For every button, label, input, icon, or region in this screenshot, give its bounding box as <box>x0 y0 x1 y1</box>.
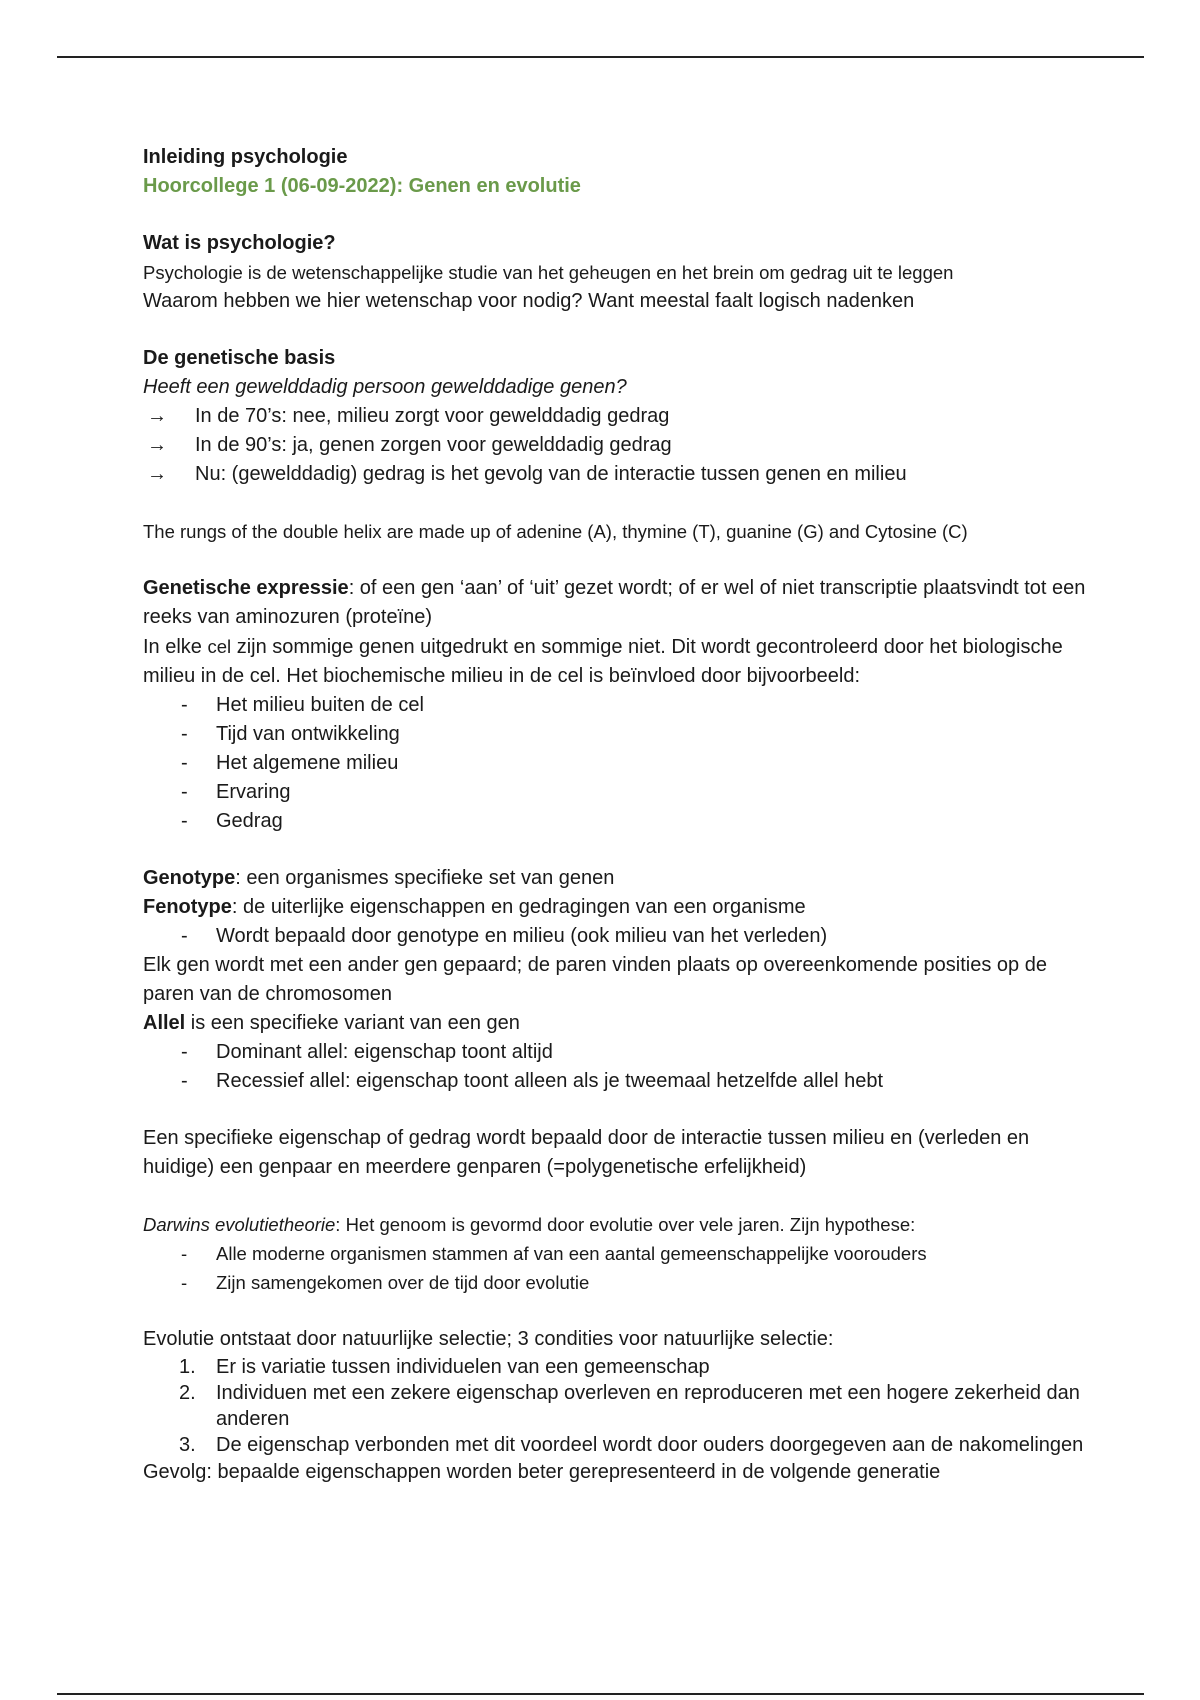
list-item: - Het algemene milieu <box>143 749 1103 778</box>
paragraph-why-science: Waarom hebben we hier wetenschap voor nodig? Want meestal faalt logisch nadenken <box>143 290 915 312</box>
dash-bullet: - <box>181 1041 188 1063</box>
paragraph-darwin: Darwins evolutietheorie: Het genoom is gevormd door evolutie over vele jaren. Zijn hypothese: <box>143 1214 916 1235</box>
document-title: Inleiding psychologie <box>143 146 348 168</box>
arrow-list-item: → Nu: (gewelddadig) gedrag is het gevolg van de interactie tussen genen en milieu <box>143 460 1103 489</box>
list-item: - Alle moderne organismen stammen af van een aantal gemeenschappelijke voorouders <box>143 1239 1103 1268</box>
arrow-right-icon: → <box>147 463 167 485</box>
selection-conditions-list <box>143 1354 1103 1458</box>
section-heading-psychology: Wat is psychologie? <box>143 232 336 254</box>
dash-bullet: - <box>181 1243 188 1264</box>
dash-bullet: - <box>181 694 188 716</box>
paragraph-fenotype: Fenotype: de uiterlijke eigenschappen en gedragingen van een organisme <box>143 896 806 918</box>
paragraph-allel: Allel is een specifieke variant van een gen <box>143 1012 520 1034</box>
paragraph-double-helix: The rungs of the double helix are made up of adenine (A), thymine (T), guanine (G) and Cytosine (C) <box>143 521 968 542</box>
darwin-hypothesis-list <box>143 1239 1103 1297</box>
dash-bullet: - <box>181 723 188 745</box>
dash-bullet: - <box>181 752 188 774</box>
paragraph-cell-milieu: In elke cel zijn sommige genen uitgedrukt en sommige niet. Dit wordt gecontroleerd door het biologische milieu in de cel. Het biochemische milieu in de cel is beïnvloed door bijvoorbeeld: <box>143 636 1063 687</box>
list-item: - Recessief allel: eigenschap toont alleen als je tweemaal hetzelfde allel hebt <box>143 1067 1103 1096</box>
list-item: 2. Individuen met een zekere eigenschap overleven en reproduceren met een hogere zekerheid dan anderen <box>179 1382 1080 1430</box>
list-item: - Dominant allel: eigenschap toont altijd <box>143 1038 1103 1067</box>
fenotype-list <box>143 922 1103 951</box>
list-item: - Tijd van ontwikkeling <box>143 720 1103 749</box>
list-item: - Gedrag <box>143 807 1103 836</box>
term-darwin: Darwins evolutietheorie <box>143 1214 336 1235</box>
list-item: - Wordt bepaald door genotype en milieu (ook milieu van het verleden) <box>143 922 1103 951</box>
section-heading-genetics: De genetische basis <box>143 347 336 369</box>
dash-bullet: - <box>181 781 188 803</box>
footer-rule <box>57 1693 1144 1695</box>
arrow-right-icon: → <box>147 434 167 456</box>
list-item: - Ervaring <box>143 778 1103 807</box>
allel-list <box>143 1038 1103 1096</box>
paragraph-gene-pairs: Elk gen wordt met een ander gen gepaard; de paren vinden plaats op overeenkomende posities op de paren van de chromosomen <box>143 954 1047 1005</box>
dash-bullet: - <box>181 1272 188 1293</box>
paragraph-genotype: Genotype: een organismes specifieke set van genen <box>143 867 615 889</box>
question-text: Heeft een gewelddadig persoon gewelddadige genen? <box>143 376 627 398</box>
paragraph-genetic-expression: Genetische expressie: of een gen ‘aan’ of ‘uit’ gezet wordt; of er wel of niet transcriptie plaatsvindt tot een reeks van aminozuren (proteïne) <box>143 577 1086 628</box>
paragraph-definition: Psychologie is de wetenschappelijke studie van het geheugen en het brein om gedrag uit te leggen <box>143 262 954 283</box>
list-number: 2. <box>179 1382 196 1404</box>
paragraph-natural-selection: Evolutie ontstaat door natuurlijke selectie; 3 condities voor natuurlijke selectie: <box>143 1328 834 1350</box>
lecture-subtitle: Hoorcollege 1 (06-09-2022): Genen en evolutie <box>143 175 581 197</box>
dash-bullet: - <box>181 1070 188 1092</box>
document-body <box>143 143 1103 1487</box>
dash-bullet: - <box>181 810 188 832</box>
list-item: 1. Er is variatie tussen individuelen van een gemeenschap <box>179 1356 710 1378</box>
arrow-right-icon: → <box>147 405 167 427</box>
term-genetische-expressie: Genetische expressie <box>143 577 349 599</box>
list-item: - Zijn samengekomen over de tijd door evolutie <box>143 1268 1103 1297</box>
paragraph-gevolg: Gevolg: bepaalde eigenschappen worden beter gerepresenteerd in de volgende generatie <box>143 1461 941 1483</box>
arrow-list-item: → In de 70’s: nee, milieu zorgt voor gewelddadig gedrag <box>143 402 1103 431</box>
list-number: 1. <box>179 1356 196 1378</box>
term-genotype: Genotype <box>143 867 236 889</box>
paragraph-polygenetic: Een specifieke eigenschap of gedrag wordt bepaald door de interactie tussen milieu en (verleden en huidige) een genpaar en meerdere genparen (=polygenetische erfelijkheid) <box>143 1127 1030 1178</box>
dash-bullet: - <box>181 925 188 947</box>
list-item: - Het milieu buiten de cel <box>143 691 1103 720</box>
milieu-factor-list <box>143 691 1103 836</box>
term-allel: Allel <box>143 1012 186 1034</box>
term-fenotype: Fenotype <box>143 896 232 918</box>
list-item: 3. De eigenschap verbonden met dit voordeel wordt door ouders doorgegeven aan de nakomelingen <box>179 1434 1084 1456</box>
list-number: 3. <box>179 1434 196 1456</box>
arrow-list-item: → In de 90’s: ja, genen zorgen voor gewelddadig gedrag <box>143 431 1103 460</box>
header-rule <box>57 56 1144 58</box>
